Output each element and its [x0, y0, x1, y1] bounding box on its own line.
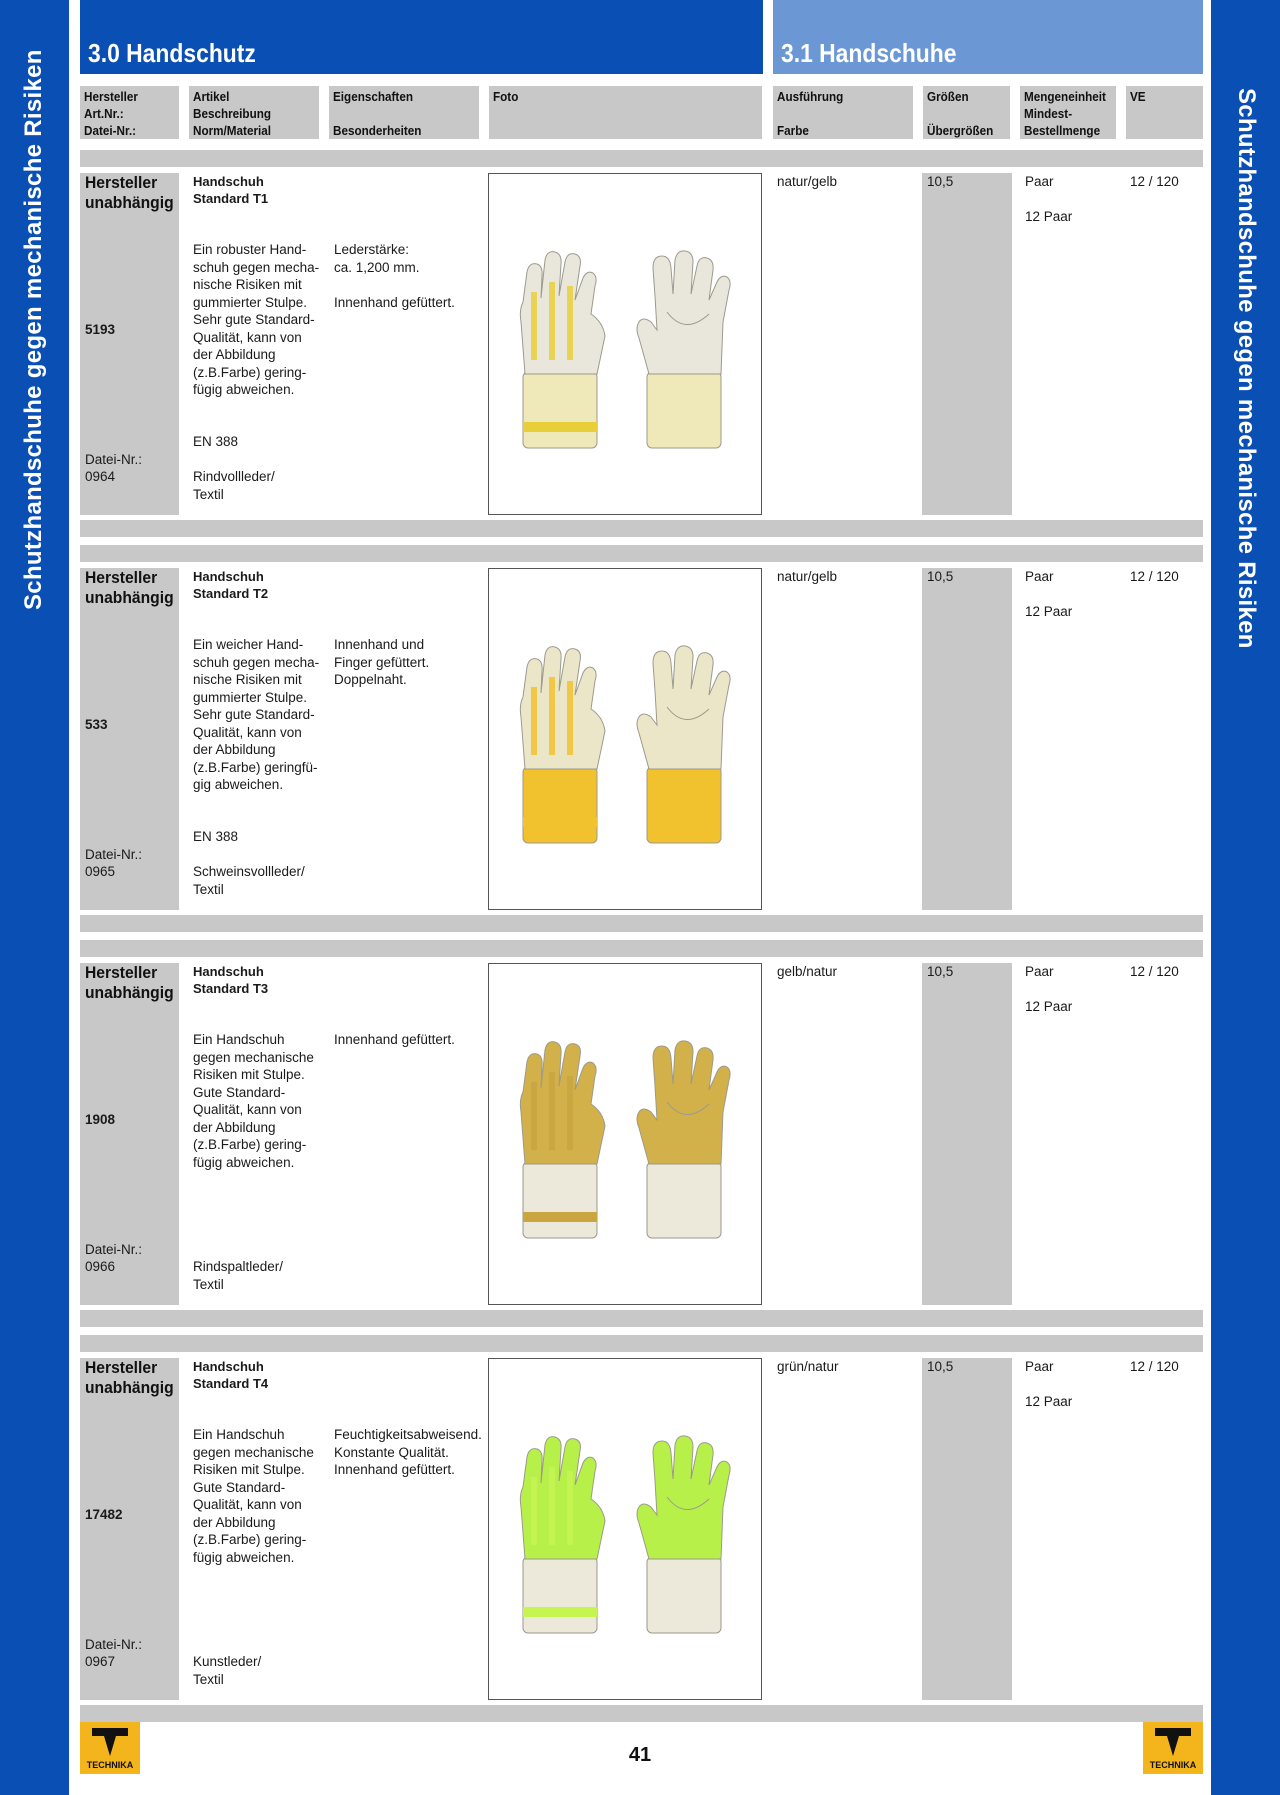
separator-bar — [80, 1705, 1203, 1722]
side-title-right: Schutzhandschuhe gegen mechanische Risiken — [1233, 88, 1260, 649]
glove-right-image — [637, 1436, 730, 1633]
manufacturer-column — [80, 1358, 179, 1700]
article-title — [193, 1358, 268, 1392]
section-banner-handschutz — [80, 0, 763, 74]
file-number-label: Datei-Nr.: — [85, 847, 143, 862]
quantity-unit: Paar — [1025, 964, 1054, 979]
product-row — [80, 173, 1203, 515]
separator-bar — [80, 520, 1203, 537]
article-norm: EN 388 — [193, 829, 239, 844]
technika-logo-left — [80, 1722, 140, 1774]
glove-right-image — [637, 646, 730, 843]
column-header-line: Hersteller — [84, 89, 138, 104]
column-header-line: Eigenschaften — [333, 89, 413, 104]
article-material: Rindspaltleder/ Textil — [193, 1259, 284, 1292]
file-number: 0964 — [85, 469, 116, 484]
product-color: natur/gelb — [777, 174, 838, 189]
section-banner-handschuhe — [773, 0, 1203, 74]
product-row — [80, 1358, 1203, 1700]
product-row — [80, 963, 1203, 1305]
article-properties: Innenhand und Finger gefüttert. Doppelnaht. — [334, 637, 430, 687]
article-title-line: Standard T4 — [193, 1376, 269, 1391]
separator-bar — [80, 545, 1203, 562]
article-number: 5193 — [85, 322, 116, 337]
file-number-label: Datei-Nr.: — [85, 1242, 143, 1257]
product-photo — [488, 963, 762, 1305]
article-title-line: Handschuh — [193, 1359, 264, 1374]
manufacturer-line: Hersteller — [85, 568, 158, 587]
size-column — [922, 963, 1012, 1305]
packaging-unit: 12 / 120 — [1130, 964, 1179, 979]
product-color: gelb/natur — [777, 964, 838, 979]
manufacturer-column — [80, 173, 179, 515]
size-column — [922, 568, 1012, 910]
packaging-unit: 12 / 120 — [1130, 1359, 1179, 1374]
manufacturer-line: unabhängig — [85, 983, 174, 1002]
product-size: 10,5 — [927, 1359, 954, 1374]
manufacturer-line: Hersteller — [85, 1358, 158, 1377]
file-number: 0965 — [85, 864, 116, 879]
column-header-foto — [489, 86, 762, 139]
svg-text:TECHNIKA: TECHNIKA — [86, 1760, 134, 1770]
packaging-unit: 12 / 120 — [1130, 174, 1179, 189]
article-description: Ein weicher Hand- schuh gegen mecha- nische Risiken mit gummierter Stulpe. Sehr gute Standard- Qualität, kann von der Abbildung (z.B.Farbe) geringfü- gig abweichen. — [193, 637, 320, 792]
separator-bar — [80, 1335, 1203, 1352]
separator-bar — [80, 915, 1203, 932]
article-description: Ein Handschuh gegen mechanische Risiken mit Stulpe. Gute Standard- Qualität, kann von der Abbildung (z.B.Farbe) gering- fügig abweichen. — [193, 1032, 314, 1170]
article-title-line: Standard T2 — [193, 586, 269, 601]
article-description: Ein Handschuh gegen mechanische Risiken mit Stulpe. Gute Standard- Qualität, kann von der Abbildung (z.B.Farbe) gering- fügig abweichen. — [193, 1427, 314, 1565]
column-header-line: Beschreibung — [193, 106, 272, 121]
glove-left-image — [520, 647, 605, 843]
article-properties: Feuchtigkeitsabweisend. Konstante Qualität. Innenhand gefüttert. — [334, 1427, 482, 1477]
column-header-eigenschaften — [329, 86, 479, 139]
glove-right-image — [637, 1041, 730, 1238]
section-title-right: 3.1 Handschuhe — [781, 38, 957, 68]
article-number: 1908 — [85, 1112, 116, 1127]
product-color: grün/natur — [777, 1359, 839, 1374]
file-number-label: Datei-Nr.: — [85, 1637, 143, 1652]
column-header-line: Mindest- — [1024, 106, 1073, 121]
separator-bar — [80, 1310, 1203, 1327]
column-header-mengeneinheit — [1020, 86, 1116, 139]
article-properties: Lederstärke: ca. 1,200 mm. Innenhand gefüttert. — [334, 242, 455, 310]
column-header-ausfuehrung — [773, 86, 913, 139]
article-title-line: Handschuh — [193, 569, 264, 584]
glove-left-image — [520, 1042, 605, 1238]
manufacturer-line: Hersteller — [85, 963, 158, 982]
column-header-line: Ausführung — [777, 89, 844, 104]
column-header-ve — [1126, 86, 1203, 139]
minimum-order: 12 Paar — [1025, 209, 1073, 224]
quantity-unit: Paar — [1025, 569, 1054, 584]
file-number-label: Datei-Nr.: — [85, 452, 143, 467]
column-header-line: Bestellmenge — [1024, 123, 1101, 138]
product-size: 10,5 — [927, 569, 954, 584]
article-material: Kunstleder/ Textil — [193, 1654, 262, 1687]
column-header-line: VE — [1130, 89, 1146, 104]
article-title-line: Standard T3 — [193, 981, 269, 996]
packaging-unit: 12 / 120 — [1130, 569, 1179, 584]
product-row — [80, 568, 1203, 910]
column-header-hersteller — [80, 86, 179, 139]
article-title-line: Handschuh — [193, 174, 264, 189]
manufacturer-name — [85, 173, 174, 213]
glove-pair-image — [489, 1359, 761, 1699]
article-title-line: Handschuh — [193, 964, 264, 979]
article-title — [193, 173, 268, 207]
manufacturer-line: unabhängig — [85, 1378, 174, 1397]
size-column — [922, 173, 1012, 515]
glove-pair-image — [489, 964, 761, 1304]
article-number: 17482 — [85, 1507, 123, 1522]
article-description: Ein robuster Hand- schuh gegen mecha- nische Risiken mit gummierter Stulpe. Sehr gute Standard- Qualität, kann von der Abbildung (z.B.Farbe) gering- fügig abweichen. — [193, 242, 320, 397]
column-header-line: Foto — [493, 89, 519, 104]
article-title — [193, 568, 268, 602]
column-header-line: Besonderheiten — [333, 123, 422, 138]
product-photo — [488, 173, 762, 515]
minimum-order: 12 Paar — [1025, 1394, 1073, 1409]
column-header-line: Mengeneinheit — [1024, 89, 1106, 104]
article-number: 533 — [85, 717, 108, 732]
separator-bar — [80, 150, 1203, 167]
glove-left-image — [520, 252, 605, 448]
article-properties: Innenhand gefüttert. — [334, 1032, 455, 1047]
column-header-line: Übergrößen — [927, 123, 994, 138]
column-header-line: Größen — [927, 89, 969, 104]
manufacturer-name — [85, 963, 174, 1003]
column-header-line: Datei-Nr.: — [84, 123, 137, 138]
product-color: natur/gelb — [777, 569, 838, 584]
article-title — [193, 963, 268, 997]
manufacturer-line: unabhängig — [85, 588, 174, 607]
column-header-line: Art.Nr.: — [84, 106, 124, 121]
separator-bar — [80, 940, 1203, 957]
size-column — [922, 1358, 1012, 1700]
quantity-unit: Paar — [1025, 174, 1054, 189]
article-material: Schweinsvollleder/ Textil — [193, 864, 305, 897]
technika-logo-right — [1143, 1722, 1203, 1774]
quantity-unit: Paar — [1025, 1359, 1054, 1374]
minimum-order: 12 Paar — [1025, 604, 1073, 619]
product-size: 10,5 — [927, 964, 954, 979]
article-title-line: Standard T1 — [193, 191, 269, 206]
product-photo — [488, 568, 762, 910]
column-header-artikel — [189, 86, 319, 139]
file-number: 0966 — [85, 1259, 116, 1274]
article-norm: EN 388 — [193, 434, 239, 449]
manufacturer-column — [80, 963, 179, 1305]
product-size: 10,5 — [927, 174, 954, 189]
technika-logo-icon — [1143, 1722, 1203, 1774]
glove-pair-image — [489, 174, 761, 514]
manufacturer-name — [85, 1358, 174, 1398]
technika-logo-icon — [80, 1722, 140, 1774]
side-title-left: Schutzhandschuhe gegen mechanische Risiken — [20, 49, 47, 610]
manufacturer-line: Hersteller — [85, 173, 158, 192]
column-header-line: Artikel — [193, 89, 230, 104]
file-number: 0967 — [85, 1654, 116, 1669]
column-header-line: Norm/Material — [193, 123, 272, 138]
glove-pair-image — [489, 569, 761, 909]
glove-left-image — [520, 1437, 605, 1633]
product-photo — [488, 1358, 762, 1700]
glove-right-image — [637, 251, 730, 448]
manufacturer-column — [80, 568, 179, 910]
column-header-groessen — [923, 86, 1010, 139]
page-number: 41 — [628, 1744, 652, 1766]
section-title-left: 3.0 Handschutz — [88, 38, 256, 68]
article-material: Rindvollleder/ Textil — [193, 469, 275, 502]
manufacturer-line: unabhängig — [85, 193, 174, 212]
manufacturer-name — [85, 568, 174, 608]
column-header-line: Farbe — [777, 123, 809, 138]
minimum-order: 12 Paar — [1025, 999, 1073, 1014]
svg-text:TECHNIKA: TECHNIKA — [1149, 1760, 1197, 1770]
